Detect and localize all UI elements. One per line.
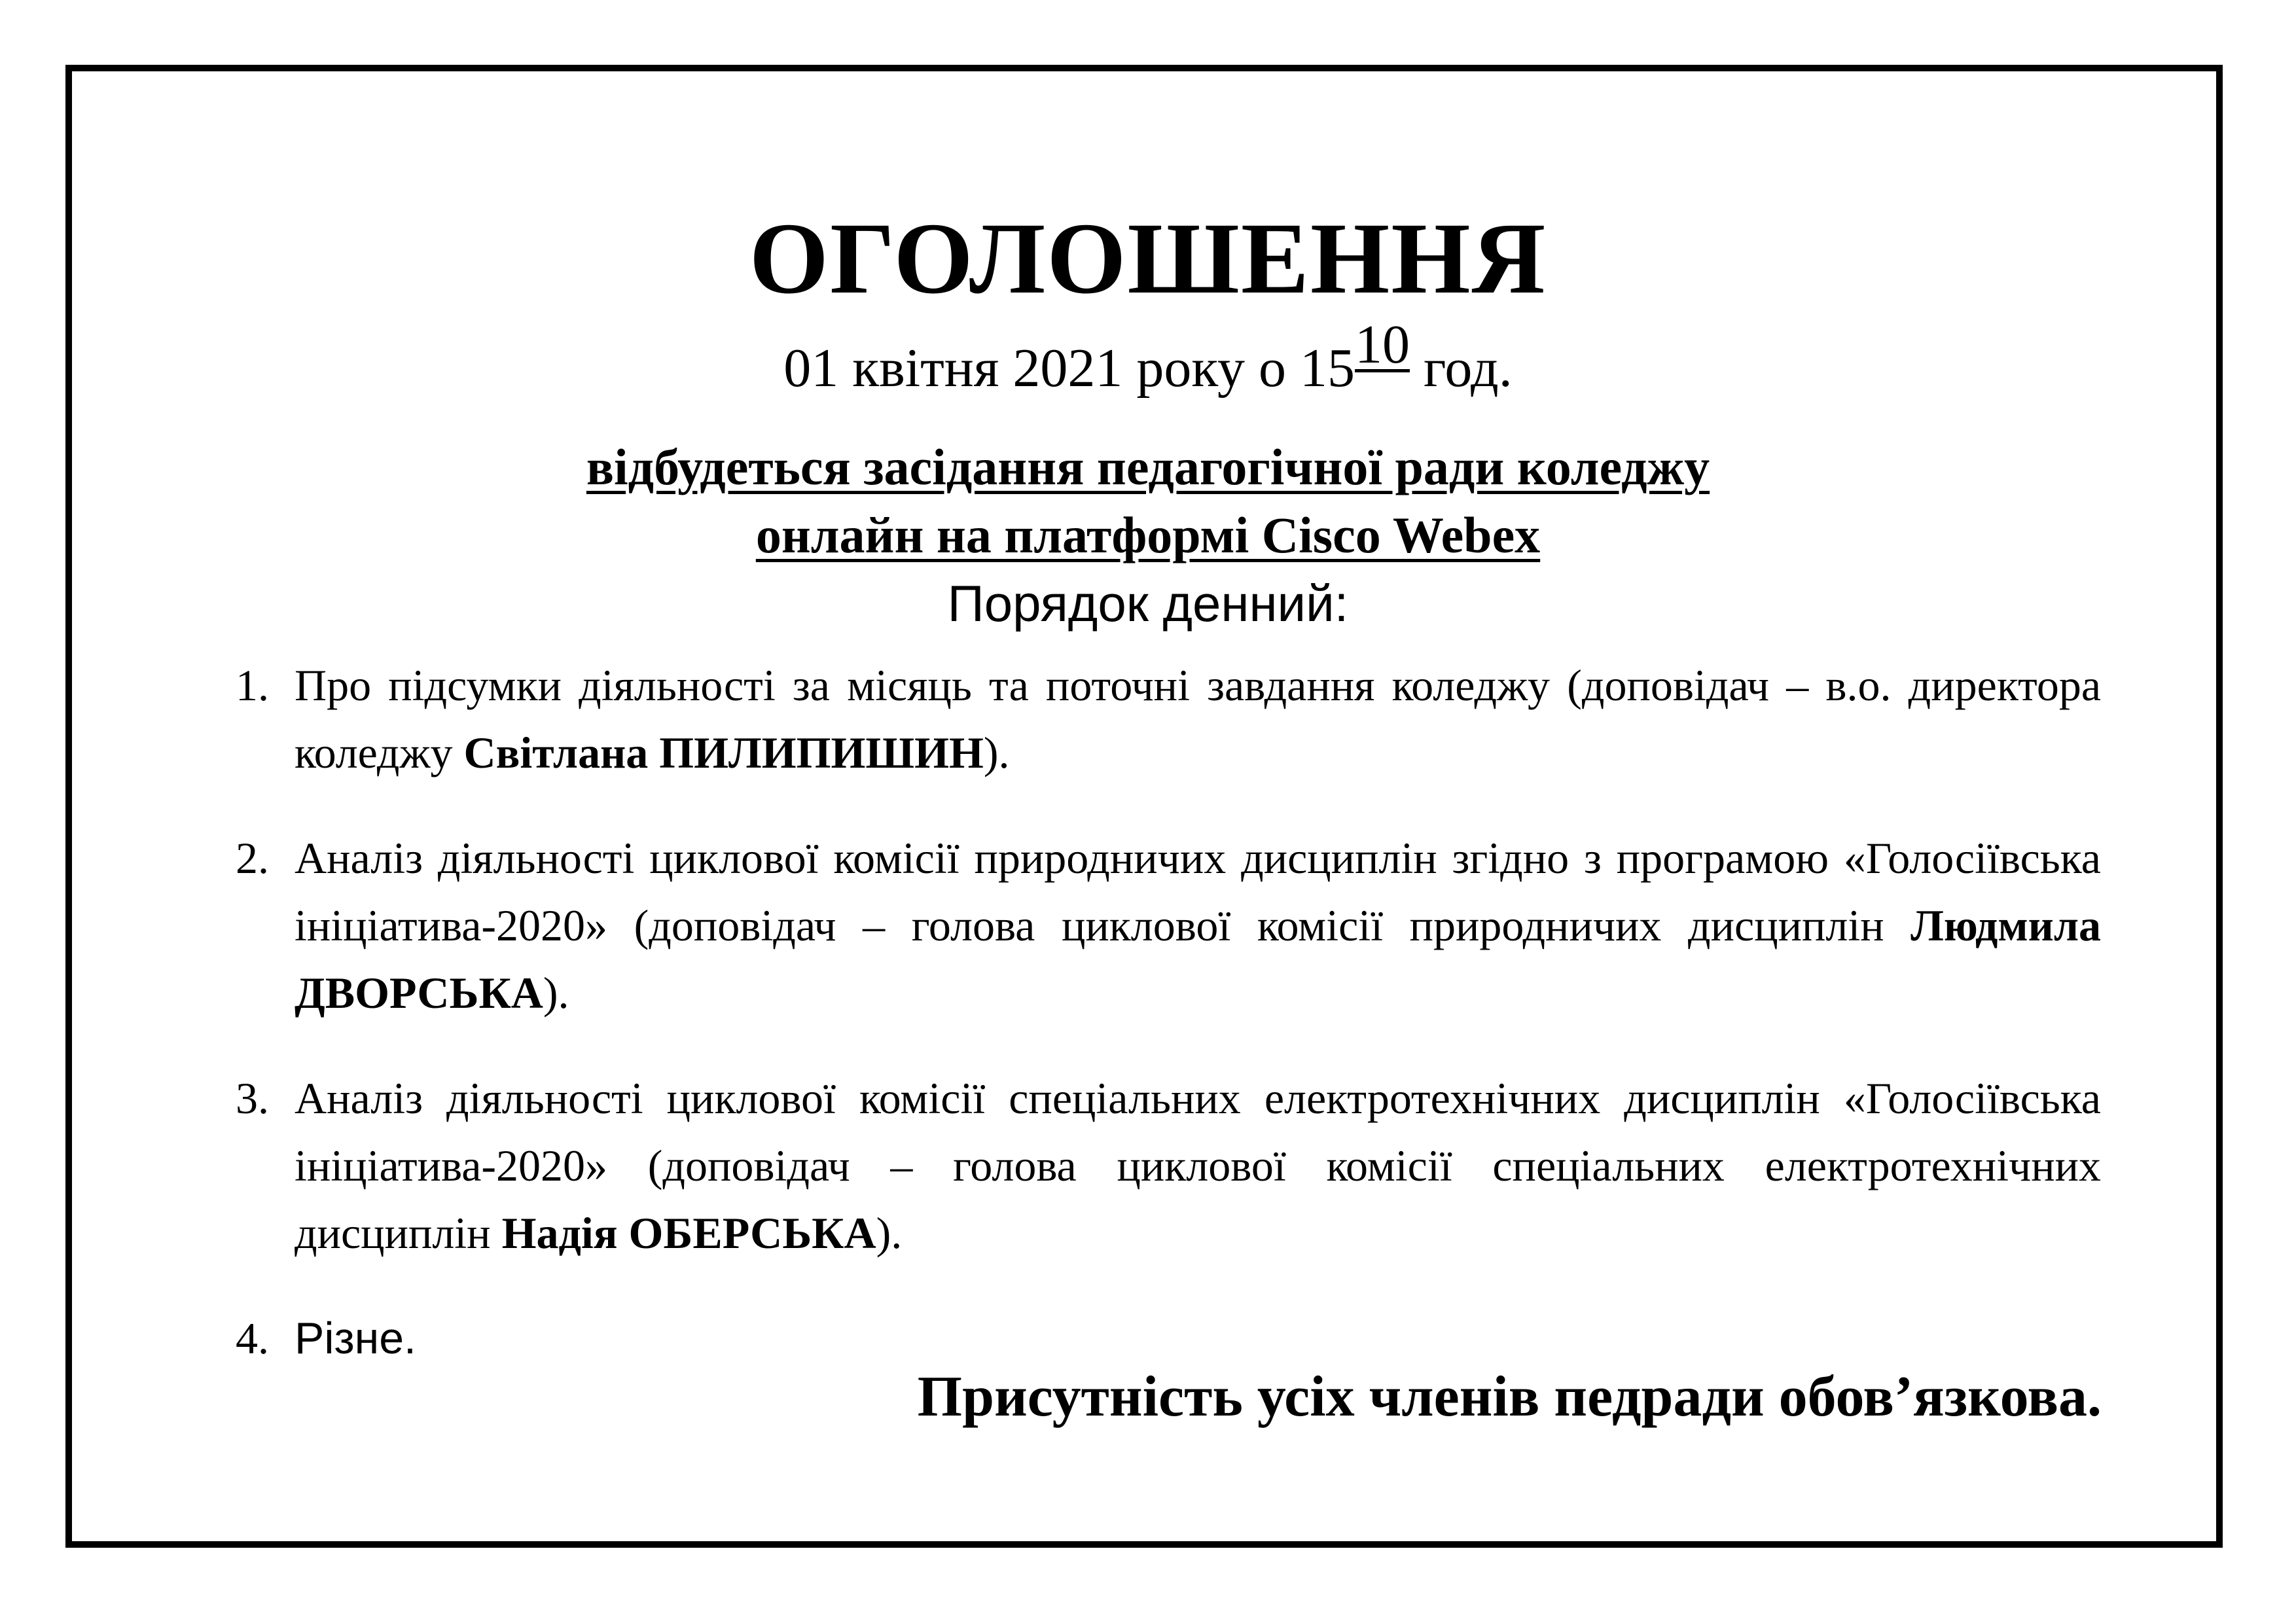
meeting-subtitle-line-1: відбудеться засідання педагогічної ради коледжу <box>586 438 1710 495</box>
agenda-item-text: Різне. <box>295 1313 416 1363</box>
agenda-item-1 <box>236 652 2101 787</box>
agenda-item-tail: ). <box>983 728 1010 777</box>
agenda-item-2 <box>236 825 2101 1027</box>
agenda-item-number: 1. <box>236 660 269 710</box>
agenda-item-speaker: Світлана ПИЛИПИШИН <box>463 728 984 777</box>
agenda-item-number: 2. <box>236 833 269 883</box>
agenda-item-speaker: Надія ОБЕРСЬКА <box>501 1208 876 1258</box>
meeting-subtitle-line-2: онлайн на платформі Cisco Webex <box>755 507 1541 563</box>
agenda-item-3 <box>236 1065 2101 1267</box>
agenda-title: Порядок денний: <box>947 575 1349 632</box>
agenda-item-tail: ). <box>543 968 569 1018</box>
agenda-list <box>236 652 2101 1372</box>
agenda-item-speaker: Людмила ДВОРСЬКА <box>295 901 2101 1018</box>
agenda-item-text: Аналіз діяльності циклової комісії спеціальних електротехнічних дисциплін «Голосіївська ініціатива-2020» (доповідач – голова циклової комісії спеціальних електротехнічних дисциплін <box>295 1073 2101 1258</box>
meeting-time-minutes: 10 <box>1355 314 1410 375</box>
announcement-heading: ОГОЛОШЕННЯ <box>749 202 1547 315</box>
agenda-item-number: 3. <box>236 1073 269 1123</box>
meeting-time-suffix: год. <box>1410 338 1513 399</box>
agenda-item-text: Аналіз діяльності циклової комісії природничих дисциплін згідно з програмою «Голосіївська ініціатива-2020» (доповідач – голова циклової комісії природничих дисциплін <box>295 833 2101 950</box>
agenda-item-tail: ). <box>876 1208 903 1258</box>
meeting-date-text: 01 квітня 2021 року о 15 <box>783 338 1355 399</box>
meeting-date-line <box>0 314 2296 404</box>
attendance-notice: Присутність усіх членів педради обов’язкова. <box>917 1365 2102 1429</box>
agenda-item-text: Про підсумки діяльності за місяць та поточні завдання коледжу (доповідач – в.о. директора коледжу <box>295 660 2101 777</box>
agenda-item-number: 4. <box>236 1313 269 1363</box>
